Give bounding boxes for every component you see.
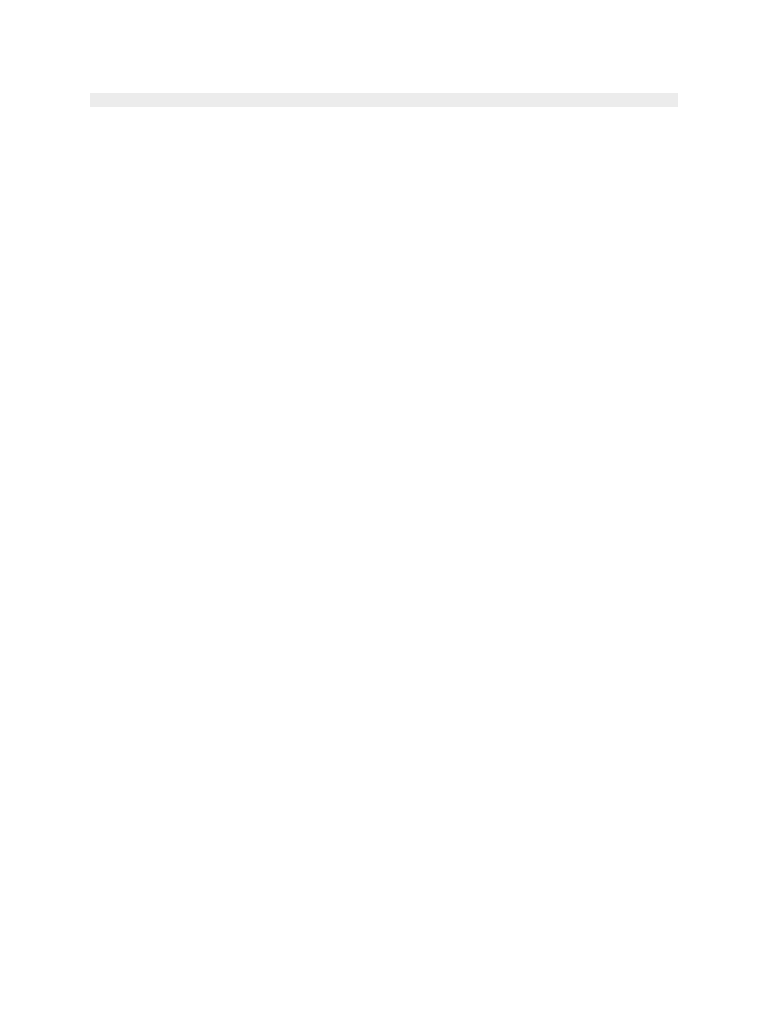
header-band [90,93,678,107]
sample-report-image [108,556,370,916]
